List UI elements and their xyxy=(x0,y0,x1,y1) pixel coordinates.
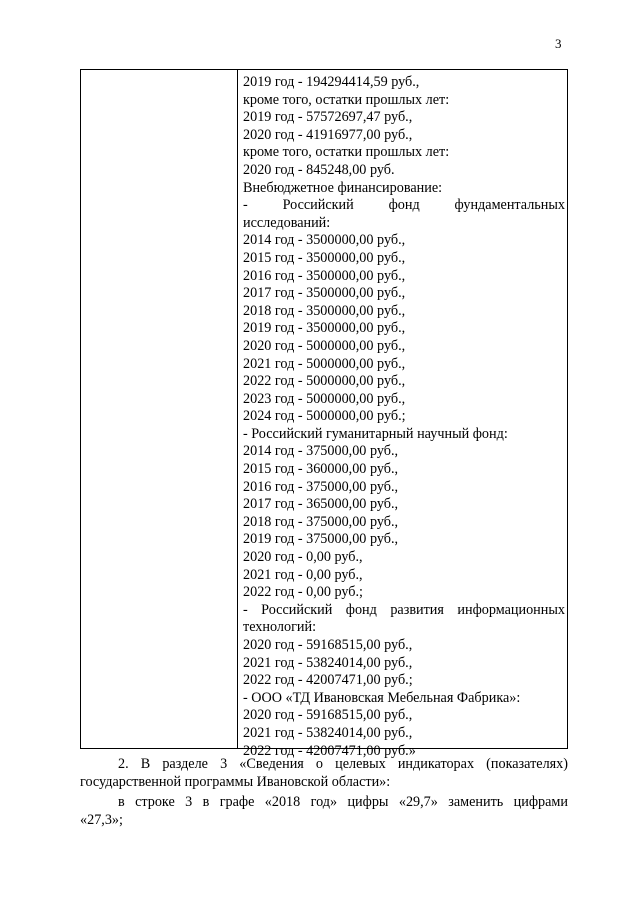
table-line: 2022 год - 42007471,00 руб.» xyxy=(243,742,416,759)
table-line: 2024 год - 5000000,00 руб.; xyxy=(243,408,406,425)
table-line: 2020 год - 0,00 руб., xyxy=(243,549,363,566)
table-line: 2020 год - 5000000,00 руб., xyxy=(243,337,406,354)
table-line: 2021 год - 53824014,00 руб., xyxy=(243,724,413,741)
table-line: 2016 год - 375000,00 руб., xyxy=(243,478,399,495)
paragraph-line: в строке 3 в графе «2018 год» цифры «29,7» заменить цифрами xyxy=(118,794,568,810)
paragraph-line: 2. В разделе 3 «Сведения о целевых индикаторах (показателях) xyxy=(118,756,568,772)
table-line: 2020 год - 59168515,00 руб., xyxy=(243,637,413,653)
table-line: 2022 год - 42007471,00 руб.; xyxy=(243,672,413,689)
table-line: 2019 год - 57572697,47 руб., xyxy=(243,109,413,126)
table-left-cell xyxy=(81,70,238,748)
table-line: 2020 год - 59168515,00 руб., xyxy=(243,707,413,724)
table-line: - Российский гуманитарный научный фонд: xyxy=(243,425,508,442)
paragraph-line: «27,3»; xyxy=(80,812,123,828)
funding-table xyxy=(80,69,568,759)
table-line: - Российский фонд развития информационных xyxy=(243,601,565,618)
table-line: 2021 год - 5000000,00 руб., xyxy=(243,355,406,372)
table-line: кроме того, остатки прошлых лет: xyxy=(243,144,450,161)
table-line: 2022 год - 5000000,00 руб., xyxy=(243,373,406,390)
table-line: 2018 год - 3500000,00 руб., xyxy=(243,302,406,319)
table-line: 2017 год - 365000,00 руб., xyxy=(243,496,399,513)
amendment-paragraph-row3 xyxy=(80,793,568,829)
table-line: 2014 год - 3500000,00 руб., xyxy=(243,232,406,249)
table-line: 2023 год - 5000000,00 руб., xyxy=(243,390,406,407)
table-line: 2016 год - 3500000,00 руб., xyxy=(243,267,406,284)
table-line: 2015 год - 360000,00 руб., xyxy=(243,461,399,478)
table-line: - Российский фонд фундаментальных xyxy=(243,197,565,214)
paragraph-line: государственной программы Ивановской области»: xyxy=(80,774,391,790)
table-line: 2020 год - 41916977,00 руб., xyxy=(243,126,413,143)
table-line: 2020 год - 845248,00 руб. xyxy=(243,161,395,178)
table-line: 2019 год - 194294414,59 руб., xyxy=(243,74,420,90)
table-line: 2015 год - 3500000,00 руб., xyxy=(243,249,406,266)
amendment-paragraph-2 xyxy=(80,755,568,791)
table-line: 2014 год - 375000,00 руб., xyxy=(243,443,399,460)
table-line: 2017 год - 3500000,00 руб., xyxy=(243,285,406,302)
table-line: исследований: xyxy=(243,214,331,231)
table-line: 2021 год - 53824014,00 руб., xyxy=(243,654,413,671)
table-line: 2018 год - 375000,00 руб., xyxy=(243,513,399,530)
table-line: 2021 год - 0,00 руб., xyxy=(243,566,363,583)
table-line: 2019 год - 3500000,00 руб., xyxy=(243,320,406,337)
table-line: Внебюджетное финансирование: xyxy=(243,179,443,196)
page-number: 3 xyxy=(555,36,562,51)
table-right-cell xyxy=(243,74,565,760)
table-line: 2022 год - 0,00 руб.; xyxy=(243,584,364,601)
table-line: 2019 год - 375000,00 руб., xyxy=(243,531,399,548)
table-line: кроме того, остатки прошлых лет: xyxy=(243,91,450,108)
table-line: - ООО «ТД Ивановская Мебельная Фабрика»: xyxy=(243,689,521,706)
table-line: технологий: xyxy=(243,619,317,636)
